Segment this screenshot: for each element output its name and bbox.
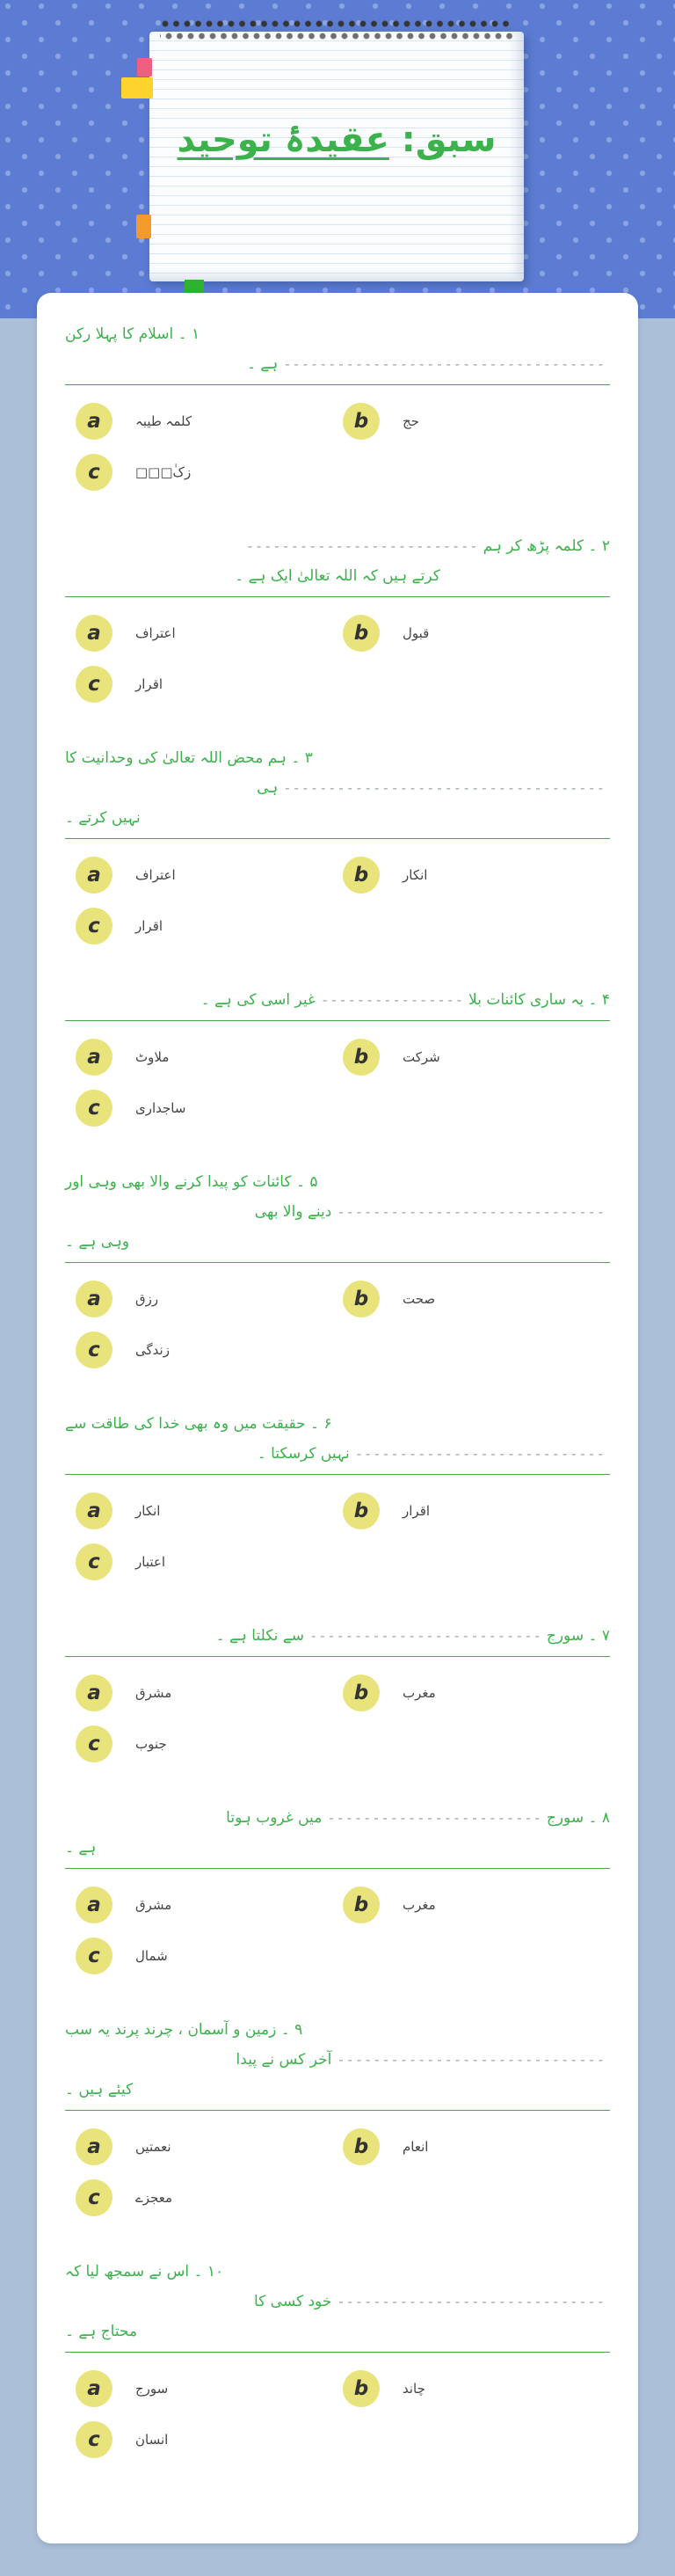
option-letter-badge: a — [76, 857, 112, 894]
option-a[interactable] — [76, 403, 343, 440]
question-line: - - - - - - - - - - - - - - - - - - - - - - - - - - - - - -دینے والا بھی — [254, 1203, 603, 1221]
option-c[interactable] — [76, 908, 343, 945]
answer-blank: - - - - - - - - - - - - - - - - - - - - - - - - - - - - — [356, 1446, 603, 1462]
question-line: - - - - - - - - - - - - - - - - - - - - - - - - - - - -نہیں کرسکتا ۔ — [257, 1445, 603, 1463]
option-letter-badge: a — [76, 1886, 112, 1923]
pink-sticky-tab — [137, 58, 152, 77]
option-label: اعتراف — [135, 625, 176, 641]
question-divider — [65, 1020, 610, 1021]
orange-sticky-tab — [136, 215, 151, 238]
option-b[interactable] — [343, 615, 610, 652]
options-group — [65, 857, 610, 945]
question-text — [65, 2257, 610, 2346]
option-a[interactable] — [76, 2370, 343, 2407]
answer-blank: - - - - - - - - - - - - - - - - - - - - - - - - - - - - - - - - - - - - — [285, 780, 603, 796]
option-letter-badge: c — [76, 1726, 112, 1762]
option-letter-badge: c — [76, 908, 112, 945]
option-label: سورج — [135, 2381, 169, 2397]
option-c[interactable] — [76, 1543, 343, 1580]
question-line: ۷ ۔ سورج- - - - - - - - - - - - - - - - - - - - - - - - - -سے نکلتا ہے ۔ — [215, 1627, 610, 1645]
option-a[interactable] — [76, 615, 343, 652]
options-group — [65, 1886, 610, 1974]
question-line: کیئے ہیں ۔ — [65, 2081, 134, 2098]
option-label: نعمتیں — [135, 2139, 171, 2155]
option-label: شرکت — [403, 1049, 440, 1065]
option-letter-badge: c — [76, 454, 112, 491]
question-line: - - - - - - - - - - - - - - - - - - - - - - - - - - - - - - - - - - - -ہے ۔ — [246, 355, 603, 373]
question-divider — [65, 2110, 610, 2111]
option-letter-badge: b — [343, 2370, 380, 2407]
answer-blank: - - - - - - - - - - - - - - - - - - - - - - - - - - — [310, 1628, 540, 1644]
question-block-3 — [65, 743, 610, 945]
question-text — [65, 2015, 610, 2105]
question-block-4 — [65, 985, 610, 1127]
option-c[interactable] — [76, 1090, 343, 1127]
question-block-10 — [65, 2257, 610, 2458]
option-letter-badge: b — [343, 1492, 380, 1529]
option-label: معجزے — [135, 2190, 173, 2206]
option-label: ملاوٹ — [135, 1049, 170, 1065]
option-letter-badge: b — [343, 1675, 380, 1711]
question-divider — [65, 1474, 610, 1475]
question-divider — [65, 384, 610, 385]
option-a[interactable] — [76, 1281, 343, 1317]
option-letter-badge: a — [76, 2370, 112, 2407]
options-group — [65, 615, 610, 703]
question-divider — [65, 1656, 610, 1657]
question-line: - - - - - - - - - - - - - - - - - - - - - - - - - - - - - -آخر کس نے پیدا — [236, 2051, 603, 2069]
option-letter-badge: b — [343, 615, 380, 652]
option-label: ساجداری — [135, 1100, 186, 1116]
option-a[interactable] — [76, 1675, 343, 1711]
option-letter-badge: b — [343, 1281, 380, 1317]
question-text — [65, 531, 610, 591]
question-line: ۶ ۔ حقیقت میں وہ بھی خدا کی طاقت سے — [65, 1415, 332, 1433]
option-letter-badge: a — [76, 1675, 112, 1711]
question-block-9 — [65, 2015, 610, 2216]
option-label: زندگی — [135, 1342, 170, 1358]
answer-blank: - - - - - - - - - - - - - - - - - - - - - - - - - - - - - - - - - - - - — [285, 356, 603, 372]
option-letter-badge: c — [76, 2179, 112, 2216]
question-line: کرتے ہیں کہ اللہ تعالیٰ ایک ہے ۔ — [235, 567, 440, 585]
option-letter-badge: c — [76, 1332, 112, 1368]
option-letter-badge: b — [343, 1039, 380, 1076]
option-label: مغرب — [403, 1685, 436, 1701]
options-group — [65, 2128, 610, 2216]
question-line: محتاج ہے ۔ — [65, 2323, 138, 2340]
option-a[interactable] — [76, 2128, 343, 2165]
option-label: چاند — [403, 2381, 425, 2397]
question-text — [65, 1167, 610, 1257]
question-divider — [65, 2352, 610, 2353]
option-label: اقرار — [135, 676, 163, 692]
option-b[interactable] — [343, 1492, 610, 1529]
question-block-2 — [65, 531, 610, 703]
spiral-binding-icon — [160, 18, 513, 47]
yellow-sticky-tab — [121, 77, 153, 99]
question-line: ۹ ۔ زمین و آسمان ، چرند پرند یہ سب — [65, 2021, 303, 2039]
answer-blank: - - - - - - - - - - - - - - - - - - - - - - - - - - - - - - — [338, 2052, 603, 2068]
question-line: - - - - - - - - - - - - - - - - - - - - - - - - - - - - - - - - - - - -ہی — [257, 779, 603, 797]
options-group — [65, 1039, 610, 1127]
answer-blank: - - - - - - - - - - - - - - - - - - - - - - - - - - — [247, 538, 476, 554]
option-letter-badge: a — [76, 615, 112, 652]
option-letter-badge: a — [76, 1492, 112, 1529]
option-letter-badge: c — [76, 666, 112, 703]
question-text — [65, 319, 610, 379]
option-letter-badge: a — [76, 403, 112, 440]
question-line: ہے ۔ — [65, 1839, 97, 1857]
option-letter-badge: a — [76, 1039, 112, 1076]
options-group — [65, 1675, 610, 1762]
question-line: ۲ ۔ کلمہ پڑھ کر ہم- - - - - - - - - - - - - - - - - - - - - - - - - - — [247, 537, 610, 555]
options-group — [65, 2370, 610, 2458]
option-c[interactable] — [76, 1726, 343, 1762]
option-letter-badge: c — [76, 2421, 112, 2458]
option-label: اعتبار — [135, 1554, 165, 1570]
option-letter-badge: c — [76, 1543, 112, 1580]
option-c[interactable] — [76, 2421, 343, 2458]
question-line: ۸ ۔ سورج- - - - - - - - - - - - - - - - - - - - - - - -میں غروب ہوتا — [226, 1809, 610, 1827]
option-b[interactable] — [343, 1281, 610, 1317]
option-label: شمال — [135, 1948, 168, 1964]
option-letter-badge: c — [76, 1090, 112, 1127]
option-letter-badge: b — [343, 1886, 380, 1923]
option-c[interactable] — [76, 666, 343, 703]
question-block-7 — [65, 1621, 610, 1762]
option-c[interactable] — [76, 454, 343, 491]
option-letter-badge: a — [76, 1281, 112, 1317]
answer-blank: - - - - - - - - - - - - - - - - - - - - - - - - - - - - - - — [338, 2294, 603, 2310]
question-divider — [65, 1262, 610, 1263]
option-a[interactable] — [76, 1492, 343, 1529]
option-c[interactable] — [76, 2179, 343, 2216]
question-line: - - - - - - - - - - - - - - - - - - - - - - - - - - - - - -خود کسی کا — [253, 2293, 603, 2310]
question-line: ۱۰ ۔ اس نے سمجھ لیا کہ — [65, 2263, 224, 2280]
option-letter-badge: b — [343, 2128, 380, 2165]
notebook-paper — [149, 32, 524, 281]
answer-blank: - - - - - - - - - - - - - - - - - - - - - - - - - - - - - - — [338, 1204, 603, 1220]
question-divider — [65, 838, 610, 839]
question-text — [65, 1409, 610, 1469]
question-text — [65, 743, 610, 833]
option-label: جنوب — [135, 1736, 167, 1752]
page-title-main: عقیدۂ توحید — [177, 120, 389, 160]
question-line: وہی ہے ۔ — [65, 1233, 130, 1251]
page-title-prefix: سبق: — [401, 120, 497, 160]
option-label: حج — [403, 413, 419, 429]
option-letter-badge: a — [76, 2128, 112, 2165]
question-block-5 — [65, 1167, 610, 1368]
option-label: اقرار — [135, 918, 163, 934]
option-a[interactable] — [76, 1039, 343, 1076]
option-letter-badge: b — [343, 403, 380, 440]
option-label: اعتراف — [135, 867, 176, 883]
options-group — [65, 1281, 610, 1368]
question-text — [65, 985, 610, 1015]
option-label: مشرق — [135, 1897, 172, 1913]
option-label: زکٰ□□□ — [135, 464, 192, 480]
option-b[interactable] — [343, 1039, 610, 1076]
option-letter-badge: c — [76, 1937, 112, 1974]
option-label: قبول — [403, 625, 430, 641]
option-c[interactable] — [76, 1332, 343, 1368]
option-label: انکار — [403, 867, 428, 883]
answer-blank: - - - - - - - - - - - - - - - - - - - - - - - - — [329, 1810, 540, 1826]
page-title — [149, 120, 524, 160]
question-divider — [65, 1868, 610, 1869]
question-block-6 — [65, 1409, 610, 1580]
option-label: اقرار — [403, 1503, 431, 1519]
option-label: انسان — [135, 2432, 169, 2448]
answer-blank: - - - - - - - - - - - - - - - - — [322, 992, 462, 1008]
option-label: صحت — [403, 1291, 436, 1307]
question-line: ۱ ۔ اسلام کا پہلا رکن — [65, 325, 200, 343]
header-banner — [0, 0, 675, 318]
quiz-card — [37, 293, 638, 2543]
question-block-8 — [65, 1803, 610, 1974]
option-label: انعام — [403, 2139, 429, 2155]
notebook-illustration — [149, 18, 524, 281]
option-a[interactable] — [76, 1886, 343, 1923]
question-text — [65, 1803, 610, 1863]
option-b[interactable] — [343, 2370, 610, 2407]
option-c[interactable] — [76, 1937, 343, 1974]
option-b[interactable] — [343, 1886, 610, 1923]
question-text — [65, 1621, 610, 1651]
question-line: نہیں کرتے ۔ — [65, 809, 141, 827]
question-line: ۳ ۔ ہم محض اللہ تعالیٰ کی وحدانیت کا — [65, 749, 313, 767]
question-block-1 — [65, 319, 610, 491]
options-group — [65, 403, 610, 491]
option-a[interactable] — [76, 857, 343, 894]
option-b[interactable] — [343, 857, 610, 894]
option-label: مشرق — [135, 1685, 172, 1701]
option-letter-badge: b — [343, 857, 380, 894]
option-label: انکار — [135, 1503, 161, 1519]
option-b[interactable] — [343, 403, 610, 440]
option-b[interactable] — [343, 1675, 610, 1711]
question-line: ۵ ۔ کائنات کو پیدا کرنے والا بھی وہی اور — [65, 1173, 318, 1191]
option-label: رزق — [135, 1291, 159, 1307]
question-line: ۴ ۔ یہ ساری کائنات بلا- - - - - - - - - - - - - - - -غیر اسی کی ہے ۔ — [200, 991, 610, 1009]
question-divider — [65, 596, 610, 597]
option-label: مغرب — [403, 1897, 436, 1913]
option-b[interactable] — [343, 2128, 610, 2165]
options-group — [65, 1492, 610, 1580]
option-label: کلمہ طیبہ — [135, 413, 192, 429]
